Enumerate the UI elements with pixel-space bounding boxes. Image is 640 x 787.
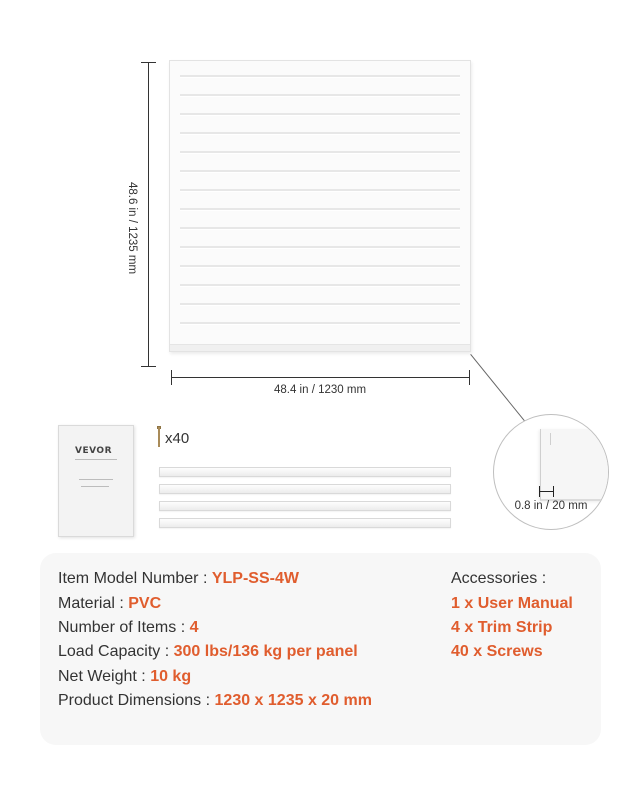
trim-strip [159, 467, 451, 477]
user-manual-image [58, 425, 134, 537]
spec-items-label: Number of Items : [58, 619, 190, 636]
thickness-dimension-line [539, 491, 554, 492]
spec-weight [58, 668, 191, 686]
panel-bottom-edge [170, 344, 470, 351]
screw-icon [158, 427, 160, 447]
trim-strip [159, 484, 451, 494]
panel-slot [180, 208, 460, 211]
accessory-item: 40 x Screws [451, 643, 543, 660]
spec-load [58, 643, 358, 661]
spec-load-value: 300 lbs/136 kg per panel [173, 643, 358, 660]
thickness-label: 0.8 in / 20 mm [514, 500, 588, 512]
screw-count: x40 [165, 430, 190, 447]
spec-load-label: Load Capacity : [58, 643, 174, 660]
trim-strip [159, 518, 451, 528]
panel-slot [180, 189, 460, 192]
panel-slot [180, 94, 460, 97]
accessory-item: 1 x User Manual [451, 595, 573, 612]
panel-slot [180, 151, 460, 154]
magnifier-pointer-line [470, 354, 529, 426]
thickness-dimension-cap-right [553, 486, 554, 497]
slatwall-panel-image [169, 60, 471, 352]
accessory-item: 4 x Trim Strip [451, 619, 553, 636]
width-dimension-cap-right [469, 370, 470, 385]
spec-material-label: Material : [58, 595, 129, 612]
panel-slot [180, 284, 460, 287]
height-dimension-cap-top [141, 62, 156, 63]
spec-material [58, 595, 161, 613]
panel-slot [180, 227, 460, 230]
panel-slot [180, 265, 460, 268]
spec-items [58, 619, 199, 637]
spec-items-value: 4 [189, 619, 199, 636]
height-dimension-line [148, 62, 149, 367]
spec-dimensions-label: Product Dimensions : [58, 692, 215, 709]
width-dimension-cap-left [171, 370, 172, 385]
manual-text-line [79, 479, 113, 480]
manual-text-line [81, 486, 109, 487]
spec-material-value: PVC [128, 595, 162, 612]
thickness-magnifier [493, 414, 609, 530]
spec-dimensions [58, 692, 372, 710]
spec-model-value: YLP-SS-4W [211, 570, 299, 587]
spec-dimensions-value: 1230 x 1235 x 20 mm [214, 692, 372, 709]
magnified-panel-edge [550, 433, 551, 445]
spec-weight-label: Net Weight : [58, 668, 151, 685]
panel-slot [180, 170, 460, 173]
trim-strip [159, 501, 451, 511]
height-label-text: 48.6 in / 1235 mm [126, 181, 138, 275]
thickness-dimension-cap-left [539, 486, 540, 497]
panel-slot [180, 113, 460, 116]
panel-slot [180, 246, 460, 249]
manual-brand-logo: VEVOR [75, 446, 113, 456]
width-dimension-line [171, 377, 470, 378]
manual-text-line [75, 459, 117, 460]
panel-slot [180, 132, 460, 135]
height-dimension-cap-bottom [141, 366, 156, 367]
width-label: 48.4 in / 1230 mm [273, 384, 367, 396]
panel-slot [180, 322, 460, 325]
spec-model [58, 570, 299, 588]
panel-slot [180, 75, 460, 78]
accessories-title: Accessories : [451, 570, 547, 587]
spec-weight-value: 10 kg [150, 668, 192, 685]
panel-slot [180, 303, 460, 306]
spec-model-label: Item Model Number : [58, 570, 212, 587]
